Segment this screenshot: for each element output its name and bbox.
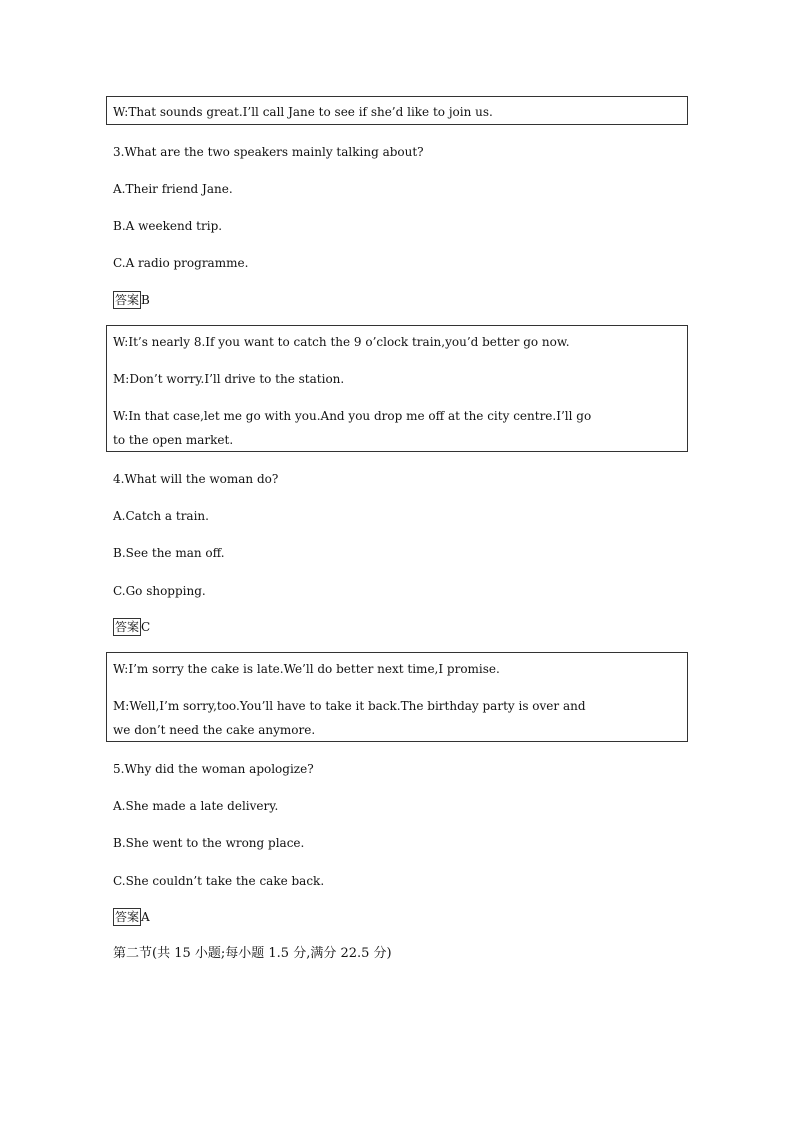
option-5c: C.She couldn’t take the cake back.	[113, 874, 325, 888]
dialogue-line: W:In that case,let me go with you.And you drop me off at the city centre.I’ll go	[113, 409, 592, 423]
section-title: 第二节(共 15 小题;每小题 1.5 分,满分 22.5 分)	[113, 946, 392, 961]
dialogue-box-1	[106, 96, 688, 125]
dialogue-line: W:It’s nearly 8.If you want to catch the 9 o’clock train,you’d better go now.	[113, 335, 570, 349]
dialogue-line: M:Don’t worry.I’ll drive to the station.	[113, 372, 345, 386]
question-4: 4.What will the woman do?	[113, 472, 279, 486]
option-4b: B.See the man off.	[113, 546, 225, 560]
option-4a: A.Catch a train.	[113, 509, 209, 523]
dialogue-box-2	[106, 325, 688, 452]
dialogue-line: W:That sounds great.I’ll call Jane to see if she’d like to join us.	[113, 105, 493, 119]
answer-tag: 答案	[115, 910, 140, 924]
answer-4	[113, 618, 150, 636]
answer-5	[113, 908, 150, 926]
answer-value: C	[141, 620, 151, 634]
answer-3	[113, 291, 150, 309]
dialogue-line: we don’t need the cake anymore.	[113, 723, 316, 737]
option-5a: A.She made a late delivery.	[113, 799, 279, 813]
option-3b: B.A weekend trip.	[113, 219, 223, 233]
question-3: 3.What are the two speakers mainly talking about?	[113, 145, 424, 159]
dialogue-line: M:Well,I’m sorry,too.You’ll have to take it back.The birthday party is over and	[113, 699, 586, 713]
dialogue-line: to the open market.	[113, 433, 234, 447]
answer-value: A	[141, 910, 150, 924]
answer-tag: 答案	[115, 293, 140, 307]
answer-tag: 答案	[115, 620, 140, 634]
option-3a: A.Their friend Jane.	[113, 182, 233, 196]
dialogue-line: W:I’m sorry the cake is late.We’ll do better next time,I promise.	[113, 662, 500, 676]
answer-value: B	[141, 293, 150, 307]
option-4c: C.Go shopping.	[113, 584, 206, 598]
option-3c: C.A radio programme.	[113, 256, 249, 270]
dialogue-box-3	[106, 652, 688, 742]
question-5: 5.Why did the woman apologize?	[113, 762, 314, 776]
option-5b: B.She went to the wrong place.	[113, 836, 305, 850]
